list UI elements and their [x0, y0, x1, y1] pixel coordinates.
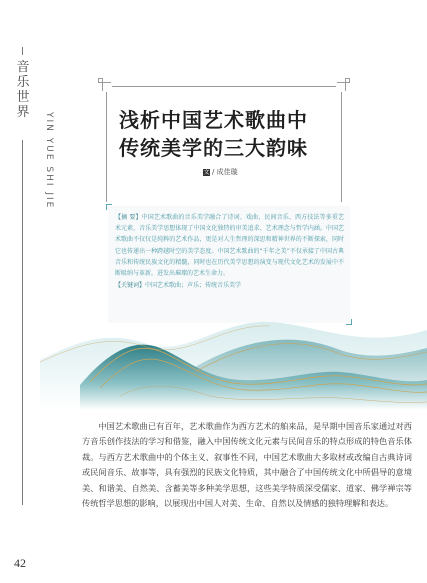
article-body: 中国艺术歌曲已有百年，艺术歌曲作为西方艺术的舶来品，是早期中国音乐家通过对西方音乐创作技法的学习和借鉴，融入中国传统文化元素与民间音乐的特点形成的特色音乐体裁。与西方艺术歌曲中的个体主义、叙事性不同，中国艺术歌曲大多取材或改编自古典诗词或民间音乐、故事等，具有强烈的民族文化特质，其中融合了中国传统文化中所倡导的意境美、和谐美、自然美、含蓄美等多种美学思想，这些美学特质深受儒家、道家、佛学禅宗等传统哲学思想的影响，以展现出中国人对美、生命、自然以及情感的独特理解和表达。: [82, 421, 412, 509]
section-char: 音: [16, 60, 30, 75]
side-rule-top: [22, 47, 23, 55]
section-char: 乐: [16, 75, 30, 90]
section-pinyin: YIN YUE SHI JIE: [44, 112, 54, 210]
abstract-text-block: [115, 212, 344, 291]
abstract-label: 【摘 要】: [115, 214, 142, 221]
text-badge-icon: 文: [203, 168, 210, 176]
author-byline: [203, 167, 238, 177]
article-title-line1: 浅析中国艺术歌曲中: [119, 108, 308, 132]
article-title-line2: 传统美学的三大韵味: [119, 136, 308, 160]
keywords-content: 中国艺术歌曲；声乐；传统音乐美学: [145, 282, 242, 290]
side-rule: [22, 140, 23, 505]
keywords-label: 【关键词】: [115, 282, 146, 290]
author-name: / 成佳璇: [212, 168, 238, 176]
section-char: 世: [16, 90, 30, 105]
keywords-line: [115, 280, 344, 291]
mountain-landscape-illustration: [40, 300, 427, 410]
page-number: 42: [14, 556, 26, 570]
section-char: 界: [16, 105, 30, 120]
abstract-content: 中国艺术歌曲的音乐美学融合了诗词、戏曲、民间音乐、西方技法等多重艺术元素，音乐美学思想体现了中国文化独特的审美追求、艺术理念与哲学内涵。中国艺术歌曲不仅仅是纯粹的艺术作品，更是对人生哲理的深思和精神世界的不断探索，同时它也传递出一种跨越时空的美学态度。中国艺术歌曲的“千年之美”不仅承接了中国古典音乐和传统民族文化的精髓，同时也在历代美学思想的演变与现代文化艺术的发展中不断吸纳与革新，进发出璀璨的艺术生命力。: [115, 214, 344, 278]
